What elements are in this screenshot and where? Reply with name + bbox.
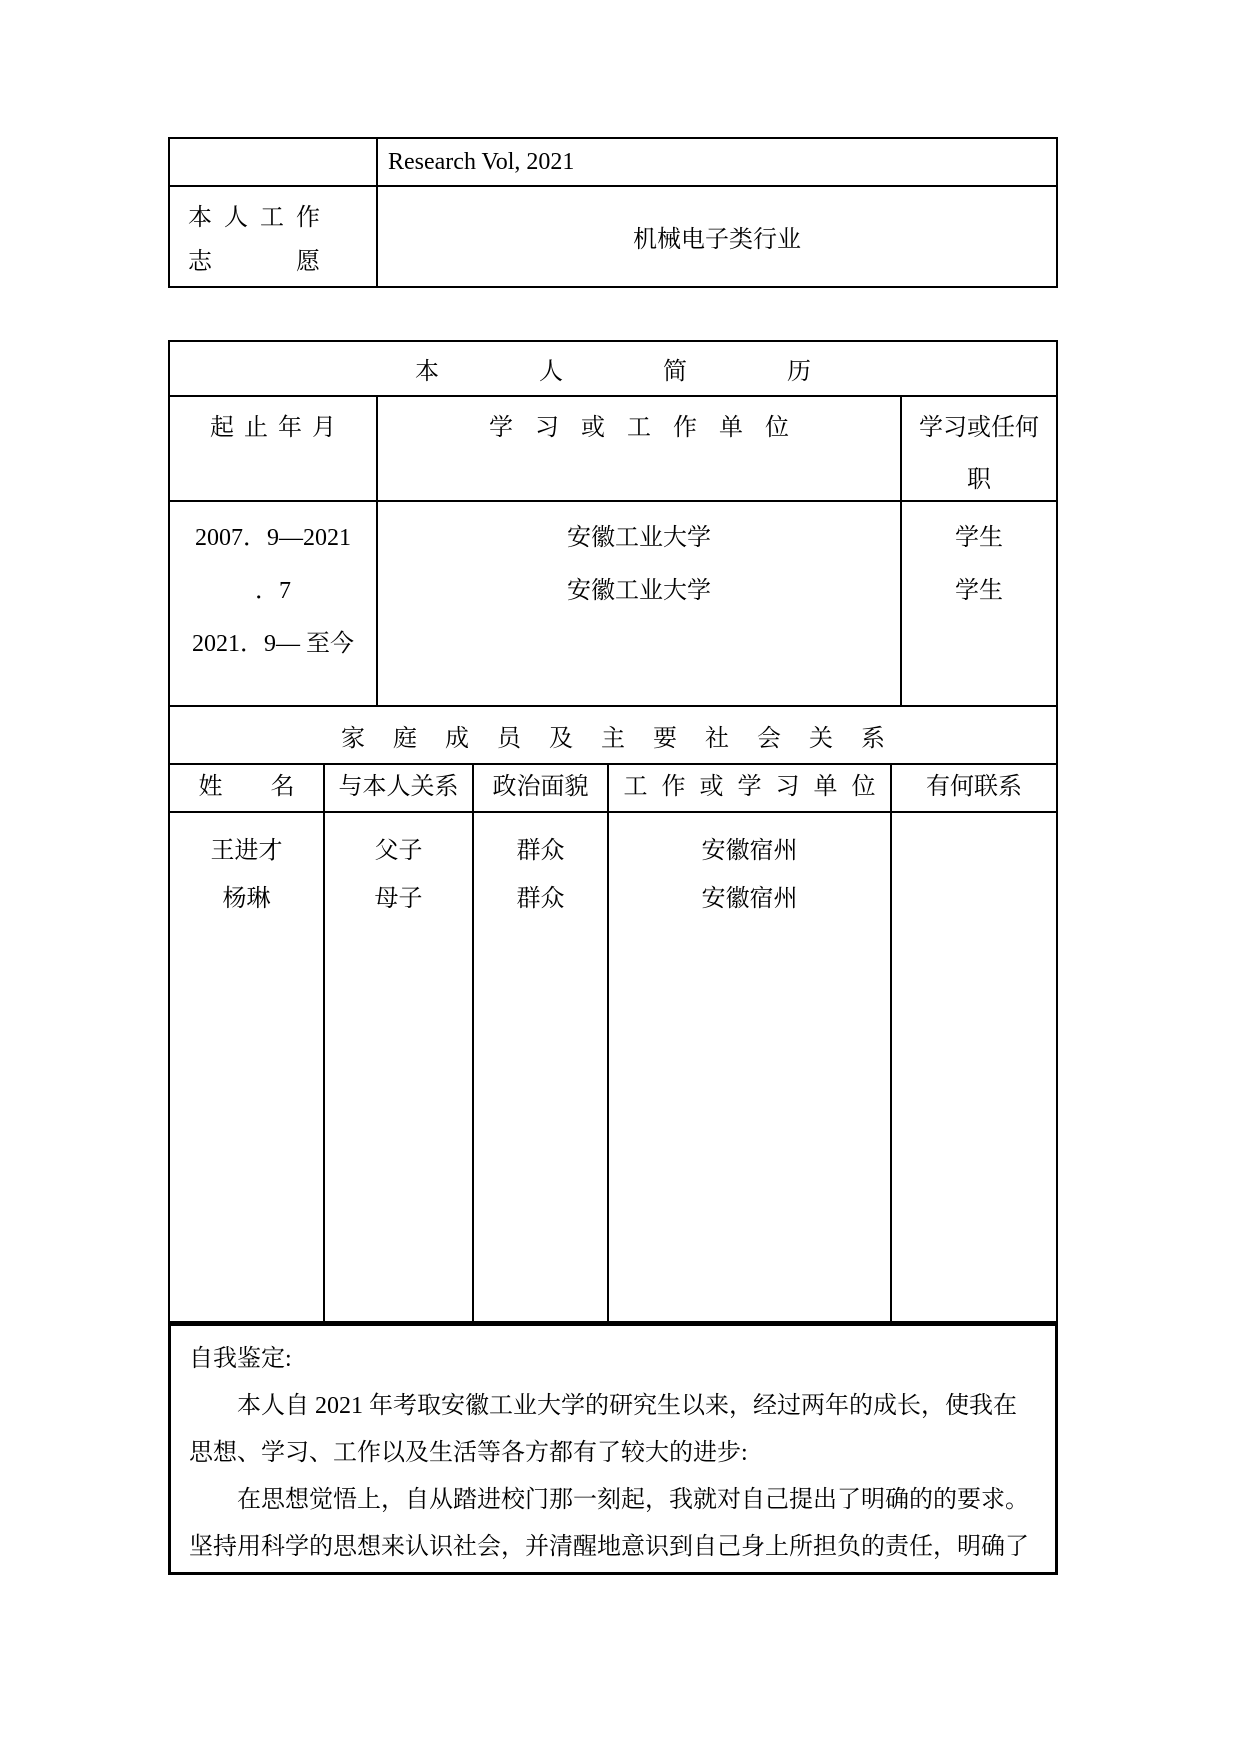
entry-role-cell [902, 502, 1056, 705]
resume-title: 本人简历 [415, 359, 911, 385]
family-member-political-status: 群众 [516, 838, 565, 864]
entry-role-line: 学生 [955, 578, 1003, 604]
self-assessment-line: 思想、学习、工作以及生活等各方都有了较大的进步: [189, 1440, 748, 1466]
family-member-work-unit: 安徽宿州 [701, 886, 798, 912]
family-workunit-cell [609, 813, 892, 1321]
work-preference-row [170, 187, 1056, 286]
resume-table [168, 340, 1058, 1323]
family-member-work-unit: 安徽宿州 [701, 838, 798, 864]
self-assessment-heading: 自我鉴定: [189, 1346, 292, 1372]
family-column-political-status: 政治面貌 [474, 765, 609, 811]
column-header-role-line2: 职 [967, 467, 991, 493]
self-assessment-line: 在思想觉悟上，自从踏进校门那一刻起，我就对自己提出了明确的的要求。 [189, 1487, 1029, 1513]
family-section-title-row [170, 707, 1056, 765]
family-column-contact: 有何联系 [926, 774, 1022, 800]
entry-period-line: 2021．9— 至今 [192, 631, 354, 657]
column-header-role-line1: 学习或任何 [919, 415, 1039, 441]
family-contact-cell [892, 813, 1056, 1321]
family-member-political-status: 群众 [516, 886, 565, 912]
work-preference-label-line2: 志愿 [188, 249, 320, 276]
research-note-cell [378, 139, 1056, 185]
family-data-area [170, 813, 1056, 1321]
family-column-name: 姓 名 [170, 765, 325, 811]
work-preference-note-row [170, 139, 1056, 187]
empty-cell [170, 139, 378, 185]
entry-period-cell [170, 502, 378, 705]
entry-unit-line: 安徽工业大学 [567, 578, 711, 604]
entry-period-line: ．7 [255, 578, 291, 604]
entry-unit-line: 安徽工业大学 [567, 525, 711, 551]
column-header-role [902, 397, 1056, 500]
family-member-relation: 父子 [374, 838, 423, 864]
self-assessment-section [168, 1323, 1058, 1575]
family-member-name: 王进才 [210, 838, 283, 864]
research-note: Research Vol, 2021 [388, 148, 575, 175]
column-header-unit: 学习或工作单位 [378, 397, 902, 500]
family-political-cell [474, 813, 609, 1321]
self-assessment-line: 坚持用科学的思想来认识社会，并清醒地意识到自己身上所担负的责任，明确了 [189, 1534, 1029, 1560]
family-name-cell [170, 813, 325, 1321]
family-section-title: 家庭成员及主要社会关系 [341, 725, 913, 752]
resume-title-row [170, 342, 1056, 397]
family-member-name: 杨琳 [222, 886, 271, 912]
family-column-work-unit: 工作或学习单位 [609, 765, 892, 811]
entry-period-line: 2007．9—2021 [195, 525, 351, 551]
self-assessment-line: 本人自 2021 年考取安徽工业大学的研究生以来，经过两年的成长，使我在 [189, 1393, 1017, 1419]
work-preference-label-line1: 本人工作 [188, 204, 320, 231]
resume-entry-row [170, 502, 1056, 707]
family-relation-cell [325, 813, 474, 1321]
resume-header-row [170, 397, 1056, 502]
family-member-relation: 母子 [374, 886, 423, 912]
work-preference-label [170, 187, 378, 286]
entry-unit-cell [378, 502, 902, 705]
work-preference-value-cell [378, 187, 1056, 286]
entry-role-line: 学生 [955, 525, 1003, 551]
family-column-relation: 与本人关系 [325, 765, 474, 811]
column-header-period: 起止年月 [170, 397, 378, 500]
work-preference-value: 机械电子类行业 [633, 227, 801, 253]
work-preference-table [168, 137, 1058, 288]
family-header-row [170, 765, 1056, 813]
